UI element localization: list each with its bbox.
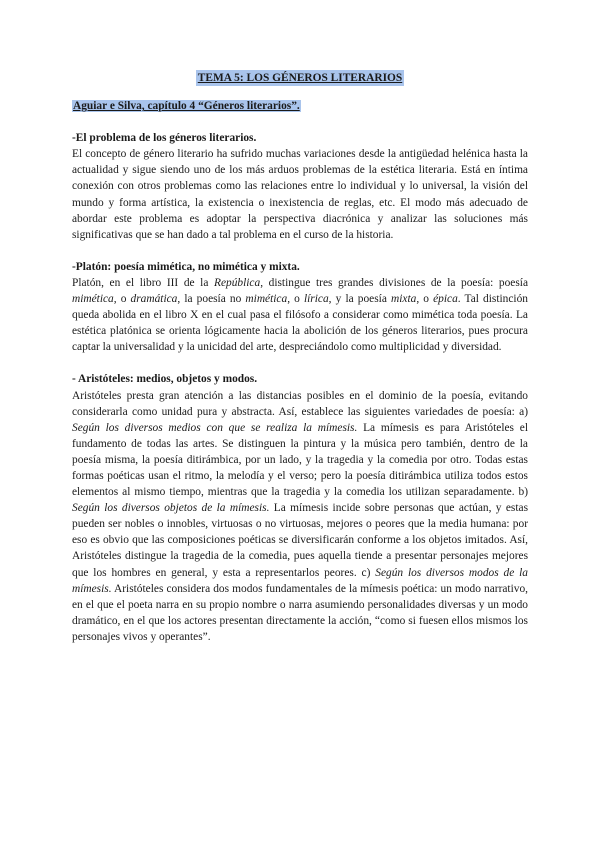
document-title: TEMA 5: LOS GÉNEROS LITERARIOS bbox=[196, 70, 404, 86]
text-run: Aristóteles considera dos modos fundamentales de la mímesis poética: un modo narrativo, en el que el poeta narra en su propio nombre o narra asumiendo personalidades diversas y un modo dramático, en el que los actores presentan directamente la acción, “como si fuesen ellos mismos los personajes vivos y operantes”. bbox=[72, 582, 528, 643]
text-run: , y la poesía bbox=[328, 293, 391, 306]
italic-term: Según los diversos modos de la mímesis. bbox=[72, 566, 528, 595]
title-line bbox=[72, 70, 528, 86]
text-run: , o bbox=[416, 293, 434, 306]
document-subtitle: Aguiar e Silva, capítulo 4 “Géneros literarios”. bbox=[73, 100, 300, 113]
section-platon bbox=[72, 259, 528, 356]
subtitle-line bbox=[72, 98, 528, 114]
section-heading: -Platón: poesía mimética, no mimética y mixta. bbox=[72, 260, 300, 273]
italic-term: épica bbox=[433, 293, 458, 306]
text-run: , o bbox=[113, 293, 131, 306]
section-heading: - Aristóteles: medios, objetos y modos. bbox=[72, 373, 258, 386]
italic-term: mixta bbox=[391, 293, 417, 306]
text-run: Platón, en el libro III de la bbox=[72, 276, 214, 289]
section-body bbox=[72, 275, 528, 355]
italic-term: República bbox=[214, 276, 261, 289]
italic-term: lírica bbox=[303, 293, 329, 306]
section-genre-problem bbox=[72, 130, 528, 243]
text-run: , la poesía no bbox=[177, 293, 246, 306]
section-aristoteles bbox=[72, 371, 528, 645]
text-run: La mímesis es para Aristóteles el fundamento de todas las artes. Se distinguen la pintura y la música pero también, dentro de la poesía misma, la poesía ditirámbica, por un lado, y la tragedia y la comedia por otro. Todas estas formas poéticas usan el ritmo, la melodía y el verso; pero la poesía ditirámbica utiliza todos estos elementos al mismo tiempo, mientras que la tragedia y la comedia los utilizan separadamente. b) bbox=[72, 421, 528, 499]
italic-term: dramática bbox=[130, 293, 178, 306]
text-run: La mímesis incide sobre personas que actúan, y estas pueden ser nobles o innobles, virtuosas o no virtuosas, mejores o peores que la media humana: por eso es obvio que las composiciones poéticas se diversificarán conforme a los objetos imitados. Así, Aristóteles distingue la tragedia de la comedia, pues aquella tiende a presentar personajes mejores que los hombres en general, y esta a representarlos peores. c) bbox=[72, 502, 529, 579]
section-body: El concepto de género literario ha sufrido muchas variaciones desde la antigüedad helénica hasta la actualidad y sigue siendo uno de los más arduos problemas de la estética literaria. Está en íntima conexión con otros problemas como las relaciones entre lo individual y lo universal, la visión del mundo y forma artística, la existencia o inexistencia de reglas, etc. El modo más adecuado de abordar este problema es adoptar la perspectiva diacrónica y analizar las soluciones más significativas que se han dado a tal problema en el curso de la historia. bbox=[72, 148, 528, 241]
text-run: Aristóteles presta gran atención a las distancias posibles en el dominio de la poesía, evitando considerarla como unidad pura y abstracta. Así, establece las siguientes variedades de poesía: a) bbox=[72, 389, 528, 418]
document-page bbox=[72, 70, 528, 661]
section-heading: -El problema de los géneros literarios. bbox=[72, 132, 257, 145]
italic-term: Según los diversos objetos de la mímesis. bbox=[72, 502, 270, 515]
italic-term: mimética bbox=[72, 293, 114, 306]
italic-term: Según los diversos medios con que se realiza la mímesis. bbox=[72, 421, 358, 434]
section-body bbox=[72, 388, 528, 646]
italic-term: mimética bbox=[245, 293, 288, 306]
text-run: , o bbox=[287, 293, 304, 306]
text-run: , distingue tres grandes divisiones de la poesía: poesía bbox=[260, 276, 528, 289]
text-run: . Tal distinción queda abolida en el libro X en el cual pasa el filósofo a considerar como mimética toda poesía. La estética platónica se orienta lógicamente hacia la abolición de los géneros literarios, pues procura captar la universalidad y la unicidad del arte, despreciándolo como multiplicidad y diversidad. bbox=[72, 293, 528, 354]
